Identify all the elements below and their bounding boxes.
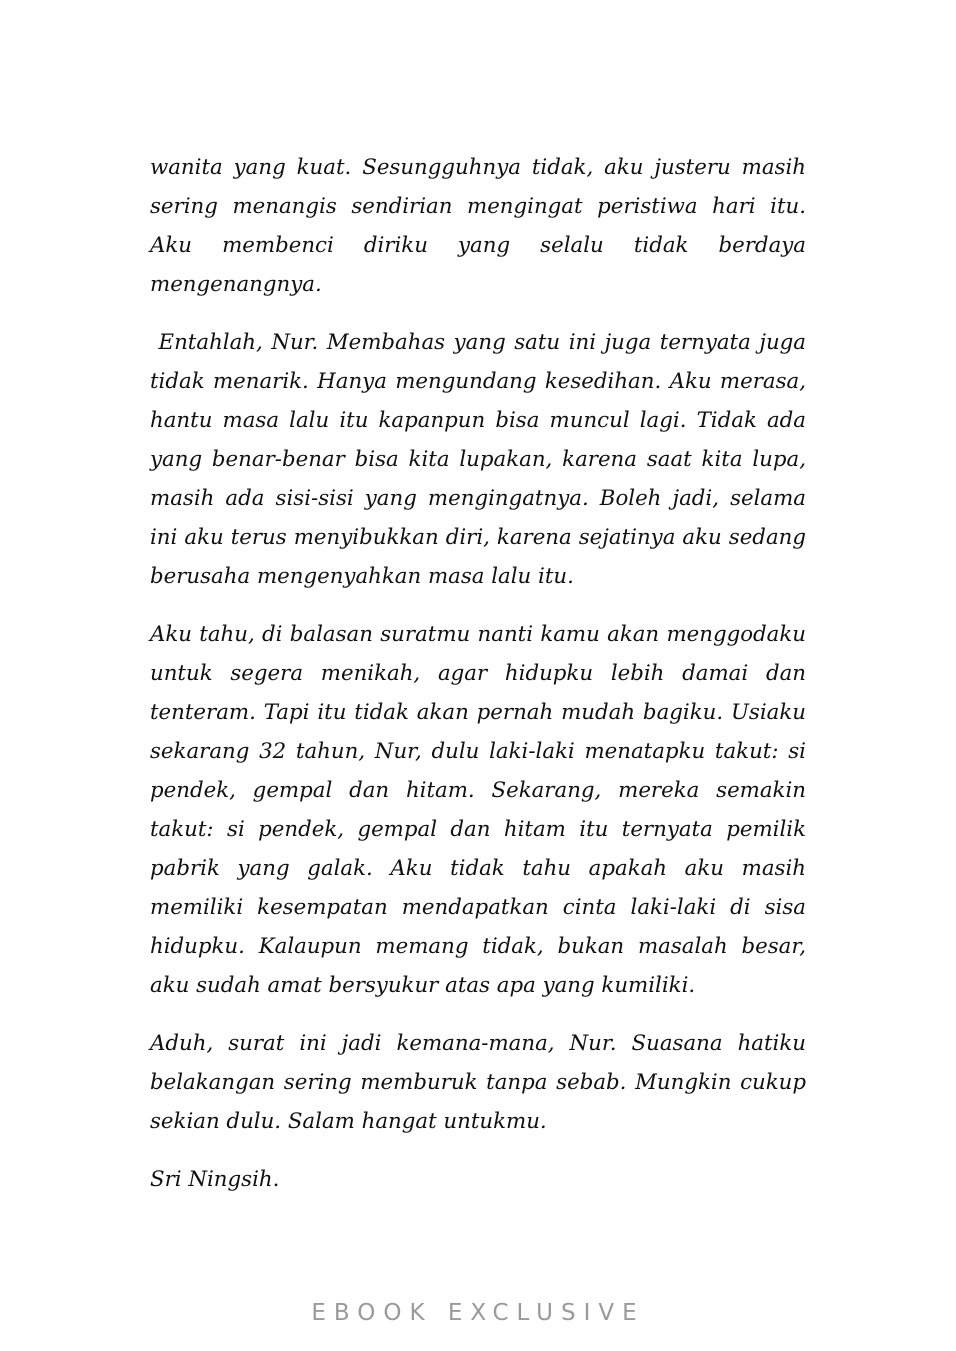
letter-body [150,148,813,1218]
paragraph-1: wanita yang kuat. Sesungguhnya tidak, aku justeru masih sering menangis sendirian mengingat peristiwa hari itu. Aku membenci diriku yang selalu tidak berdaya mengenangnya. [150,155,806,297]
page-footer: EBOOK EXCLUSIVE [311,1300,645,1326]
paragraph-2: Entahlah, Nur. Membahas yang satu ini juga ternyata juga tidak menarik. Hanya mengundang kesedihan. Aku merasa, hantu masa lalu itu kapanpun bisa muncul lagi. Tidak ada yang benar-benar bisa kita lupakan, karena saat kita lupa, masih ada sisi-sisi yang mengingatnya. Boleh jadi, selama ini aku terus menyibukkan diri, karena sejatinya aku sedang berusaha mengenyahkan masa lalu itu. [150,330,813,589]
signature: Sri Ningsih. [150,1167,280,1192]
paragraph-4: Aduh, surat ini jadi kemana-mana, Nur. Suasana hatiku belakangan sering memburuk tanpa sebab. Mungkin cukup sekian dulu. Salam hangat untukmu. [150,1031,806,1134]
paragraph-3: Aku tahu, di balasan suratmu nanti kamu akan menggodaku untuk segera menikah, agar hidupku lebih damai dan tenteram. Tapi itu tidak akan pernah mudah bagiku. Usiaku sekarang 32 tahun, Nur, dulu laki-laki menatapku takut: si pendek, gempal dan hitam. Sekarang, mereka semakin takut: si pendek, gempal dan hitam itu ternyata pemilik pabrik yang galak. Aku tidak tahu apakah aku masih memiliki kesempatan mendapatkan cinta laki-laki di sisa hidupku. Kalaupun memang tidak, bukan masalah besar, aku sudah amat bersyukur atas apa yang kumiliki. [150,622,806,998]
